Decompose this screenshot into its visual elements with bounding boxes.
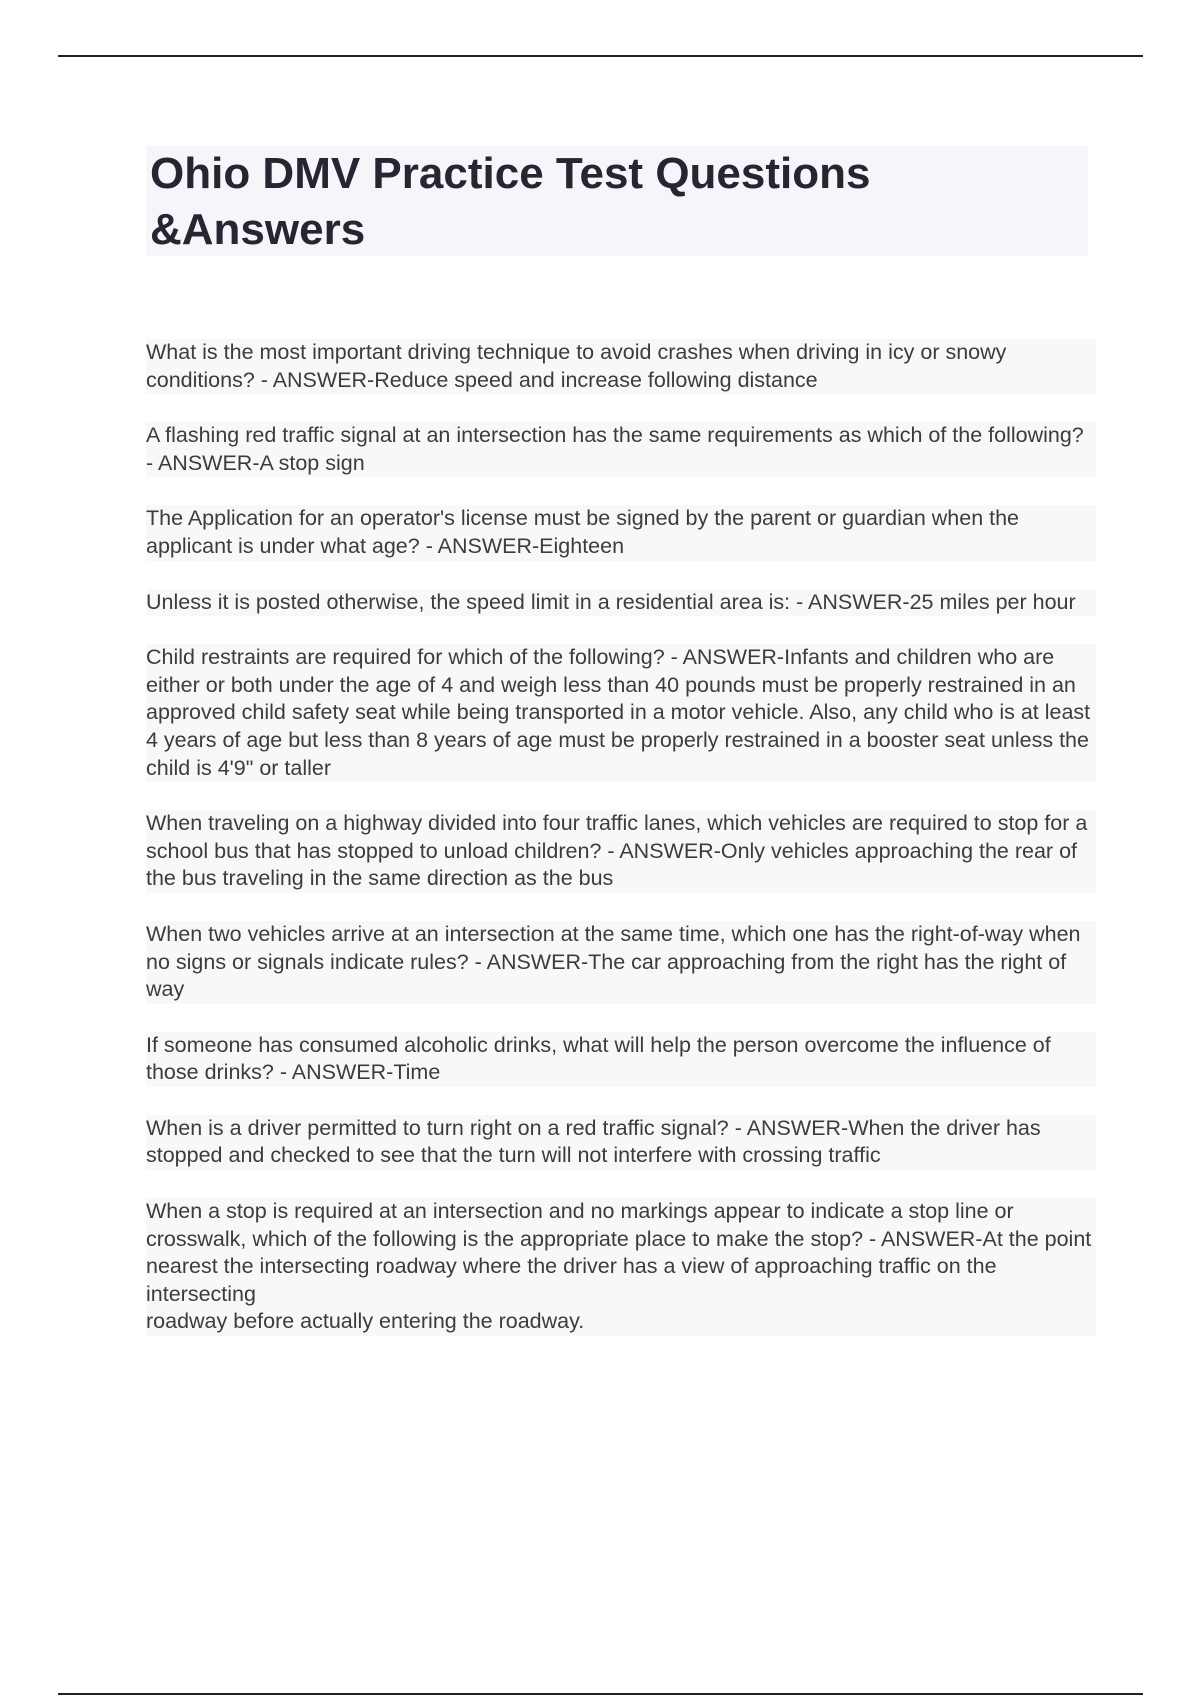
top-divider <box>58 55 1143 57</box>
page-title: Ohio DMV Practice Test Questions &Answers <box>150 149 871 254</box>
qa-item: What is the most important driving technique to avoid crashes when driving in icy or snowy conditions? - ANSWER-Reduce speed and increase following distance <box>146 339 1096 394</box>
qa-item: When a stop is required at an intersection and no markings appear to indicate a stop line or crosswalk, which of the following is the appropriate place to make the stop? - ANSWER-At the point nearest the intersecting roadway where the driver has a view of approaching traffic on the intersecting roadway before actually entering the roadway. <box>146 1198 1096 1336</box>
qa-item: When traveling on a highway divided into four traffic lanes, which vehicles are required to stop for a school bus that has stopped to unload children? - ANSWER-Only vehicles approaching the rear of the bus traveling in the same direction as the bus <box>146 810 1096 893</box>
qa-item: A flashing red traffic signal at an intersection has the same requirements as which of the following? - ANSWER-A stop sign <box>146 422 1096 477</box>
bottom-divider <box>58 1693 1143 1695</box>
qa-item: If someone has consumed alcoholic drinks, what will help the person overcome the influence of those drinks? - ANSWER-Time <box>146 1032 1096 1087</box>
qa-item: When is a driver permitted to turn right on a red traffic signal? - ANSWER-When the driver has stopped and checked to see that the turn will not interfere with crossing traffic <box>146 1115 1096 1170</box>
qa-item: When two vehicles arrive at an intersection at the same time, which one has the right-of-way when no signs or signals indicate rules? - ANSWER-The car approaching from the right has the right of way <box>146 921 1096 1004</box>
title-block <box>146 146 1088 256</box>
qa-item: The Application for an operator's license must be signed by the parent or guardian when the applicant is under what age? - ANSWER-Eighteen <box>146 505 1096 560</box>
qa-item: Unless it is posted otherwise, the speed limit in a residential area is: - ANSWER-25 miles per hour <box>146 589 1096 617</box>
qa-list <box>146 339 1096 1364</box>
qa-item: Child restraints are required for which of the following? - ANSWER-Infants and children who are either or both under the age of 4 and weigh less than 40 pounds must be properly restrained in an approved child safety seat while being transported in a motor vehicle. Also, any child who is at least 4 years of age but less than 8 years of age must be properly restrained in a booster seat unless the child is 4'9" or taller <box>146 644 1096 782</box>
